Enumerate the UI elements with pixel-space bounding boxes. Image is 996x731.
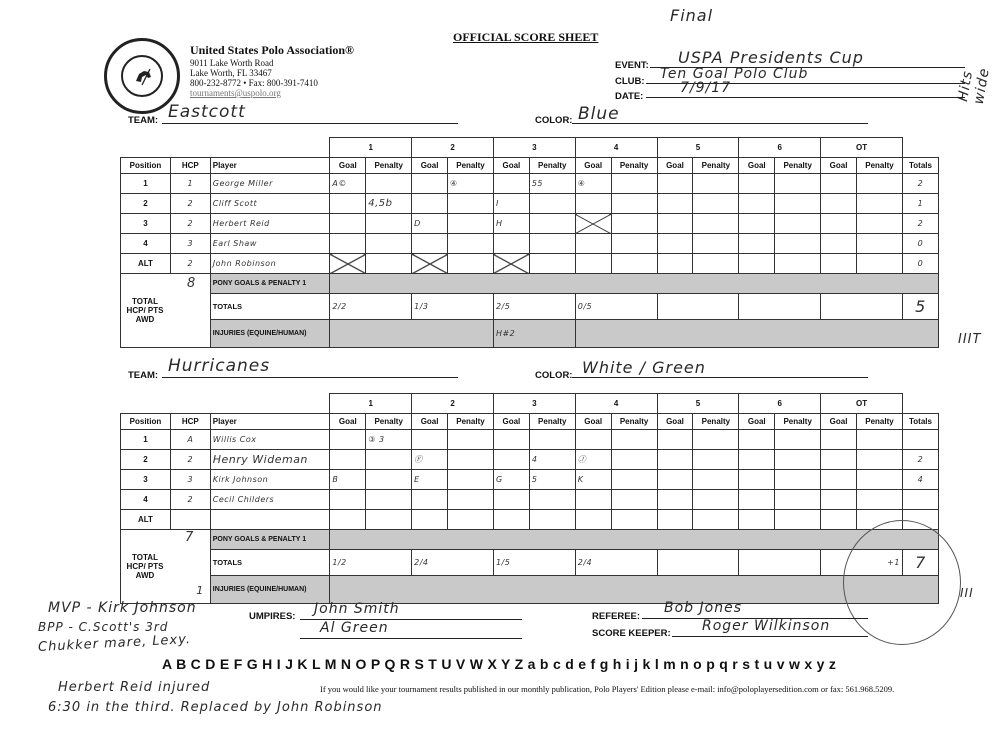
chukker-6-header: 6	[739, 394, 821, 414]
goal-header: Goal	[330, 414, 366, 430]
grand-total: 5	[902, 294, 938, 320]
table-row	[121, 254, 939, 274]
penalty-header: Penalty	[693, 414, 739, 430]
chukker-total: 1/5	[493, 550, 575, 576]
player-total	[902, 430, 938, 450]
club-label: CLUB:	[615, 76, 645, 87]
scorekeeper-value: Roger Wilkinson	[672, 618, 868, 637]
footer-text: If you would like your tournament results published in our monthly publication, Polo Players' Edition please e-mail: info@poloplayersedition.com or fax: 561.968.5209.	[320, 684, 895, 694]
score-mark: D	[412, 214, 448, 234]
umpire-2: Al Green	[300, 620, 522, 639]
date-value: 7/9/17	[646, 80, 965, 98]
player-name: Earl Shaw	[210, 234, 330, 254]
side-note: Hits wide	[955, 66, 993, 106]
player-total: 2	[902, 450, 938, 470]
position-header: Position	[121, 158, 171, 174]
player-name: John Robinson	[210, 254, 330, 274]
goal-header: Goal	[493, 158, 529, 174]
table-row	[121, 490, 939, 510]
player-total: 2	[902, 174, 938, 194]
org-address1: 9011 Lake Worth Road	[190, 58, 274, 68]
position-cell: 3	[121, 214, 171, 234]
score-mark: ③ 3	[366, 430, 412, 450]
hcp-header: HCP	[170, 158, 210, 174]
total-hcp-label	[121, 530, 211, 604]
chukker-total: 2/4	[575, 550, 657, 576]
goal-header: Goal	[575, 414, 611, 430]
cross-mark	[412, 254, 448, 274]
chukker-total: 1/3	[412, 294, 494, 320]
referee-label: REFEREE:	[592, 611, 641, 622]
grand-total: 7	[902, 550, 938, 576]
total-hcp-value: 7	[184, 530, 194, 545]
hcp-cell: 3	[170, 470, 210, 490]
totals-header: Totals	[902, 158, 938, 174]
hcp-cell: 3	[170, 234, 210, 254]
alphabet-strip: A B C D E F G H I J K L M N O P Q R S T U V W X Y Z a b c d e f g h i j k l m n o p q r s t u v w x y z	[162, 656, 837, 672]
chukker-5-header: 5	[657, 138, 739, 158]
hcp-cell: 2	[170, 490, 210, 510]
sheet-title: OFFICIAL SCORE SHEET	[453, 30, 599, 44]
player-name: Henry Wideman	[210, 450, 330, 470]
totals-row-label: TOTALS	[210, 294, 330, 320]
chukker-5-header: 5	[657, 394, 739, 414]
chukker-1-header: 1	[330, 138, 412, 158]
chukker-total: 2/4	[412, 550, 494, 576]
score-mark: 55	[529, 174, 575, 194]
bpp-note-line2: Chukker mare, Lexy.	[37, 632, 192, 655]
position-cell: 2	[121, 450, 171, 470]
org-address2: Lake Worth, FL 33467	[190, 68, 272, 78]
player-header: Player	[210, 414, 330, 430]
table-row	[121, 470, 939, 490]
chukker-ot-header: OT	[821, 394, 903, 414]
penalty-header: Penalty	[857, 158, 903, 174]
chukker-ot-header: OT	[821, 138, 903, 158]
penalty-header: Penalty	[857, 414, 903, 430]
total-hcp-value: 8	[186, 276, 196, 291]
chukker-total: 2/2	[330, 294, 412, 320]
position-cell: 1	[121, 174, 171, 194]
chukker-3-header: 3	[493, 138, 575, 158]
hcp-cell: 2	[170, 450, 210, 470]
goal-header: Goal	[575, 158, 611, 174]
chukker-3-header: 3	[493, 394, 575, 414]
goal-header: Goal	[739, 414, 775, 430]
score-mark: 4	[529, 450, 575, 470]
penalty-header: Penalty	[529, 414, 575, 430]
injury-note-line1: Herbert Reid injured	[58, 680, 211, 695]
cross-mark	[493, 254, 529, 274]
chukker-total: 2/5	[493, 294, 575, 320]
score-mark: B	[330, 470, 366, 490]
score-mark: E	[412, 470, 448, 490]
penalty-header: Penalty	[448, 158, 494, 174]
player-total: 1	[902, 194, 938, 214]
team1-label: TEAM:	[128, 115, 159, 126]
player-name: Kirk Johnson	[210, 470, 330, 490]
goal-header: Goal	[739, 158, 775, 174]
team1-score-table	[120, 137, 939, 348]
polo-horse-icon	[133, 65, 155, 87]
event-value: USPA Presidents Cup	[650, 48, 965, 68]
pts-awd-value: 1	[196, 584, 204, 597]
hcp-cell: 2	[170, 214, 210, 234]
player-total	[902, 490, 938, 510]
player-name: George Miller	[210, 174, 330, 194]
goal-header: Goal	[412, 414, 448, 430]
team1-name: Eastcott	[162, 102, 458, 124]
table-row	[121, 430, 939, 450]
penalty-header: Penalty	[448, 414, 494, 430]
goal-header: Goal	[657, 158, 693, 174]
penalty-header: Penalty	[693, 158, 739, 174]
chukker-4-header: 4	[575, 138, 657, 158]
player-name: Herbert Reid	[210, 214, 330, 234]
event-label: EVENT:	[615, 60, 649, 71]
total-hcp-label-text: TOTAL HCP/ PTS AWD	[126, 297, 164, 324]
tally-mark: IIIT	[958, 332, 982, 347]
cross-mark	[575, 214, 611, 234]
final-note: Final	[670, 6, 714, 25]
table-row	[121, 450, 939, 470]
player-name: Cecil Childers	[210, 490, 330, 510]
bpp-note-line1: BPP - C.Scott's 3rd	[38, 620, 169, 634]
score-mark: K	[575, 470, 611, 490]
table-row	[121, 510, 939, 530]
score-mark: I	[493, 194, 529, 214]
org-phone: 800-232-8772 • Fax: 800-391-7410	[190, 78, 318, 88]
org-email[interactable]: tournaments@uspolo.org	[190, 88, 281, 98]
tally-mark-2: III	[960, 586, 974, 600]
hcp-cell: 1	[170, 174, 210, 194]
chukker-2-header: 2	[412, 394, 494, 414]
table-row	[121, 214, 939, 234]
player-total: 0	[902, 254, 938, 274]
player-header: Player	[210, 158, 330, 174]
score-mark: ④	[448, 174, 494, 194]
ot-total: +1	[821, 550, 903, 576]
score-mark: 4,5b	[366, 194, 412, 214]
score-mark: H	[493, 214, 529, 234]
position-cell: ALT	[121, 510, 171, 530]
penalty-header: Penalty	[366, 414, 412, 430]
player-name: Cliff Scott	[210, 194, 330, 214]
position-cell: 3	[121, 470, 171, 490]
score-mark: G	[493, 470, 529, 490]
team1-color: Blue	[572, 104, 868, 124]
injury-note-line2: 6:30 in the third. Replaced by John Robinson	[48, 700, 383, 715]
hcp-cell: 2	[170, 194, 210, 214]
goal-header: Goal	[821, 414, 857, 430]
team2-color-label: COLOR:	[535, 370, 573, 381]
penalty-header: Penalty	[529, 158, 575, 174]
mvp-note: MVP - Kirk Johnson	[48, 600, 197, 616]
hcp-cell: 2	[170, 254, 210, 274]
chukker-1-header: 1	[330, 394, 412, 414]
score-mark: ④	[575, 174, 611, 194]
hcp-cell	[170, 510, 210, 530]
total-hcp-label-text: TOTAL HCP/ PTS AWD	[126, 553, 164, 580]
injuries-label: INJURIES (EQUINE/HUMAN)	[210, 320, 330, 348]
position-cell: 1	[121, 430, 171, 450]
total-hcp-label	[121, 274, 211, 348]
injury-mark: H#2	[493, 320, 575, 348]
goal-header: Goal	[412, 158, 448, 174]
goal-header: Goal	[821, 158, 857, 174]
goal-header: Goal	[493, 414, 529, 430]
score-mark: A©	[330, 174, 366, 194]
table-row	[121, 234, 939, 254]
totals-row-label: TOTALS	[210, 550, 330, 576]
score-mark: Ⓙ	[575, 450, 611, 470]
penalty-header: Penalty	[366, 158, 412, 174]
umpires-label: UMPIRES:	[249, 611, 296, 622]
table-row	[121, 174, 939, 194]
hcp-header: HCP	[170, 414, 210, 430]
position-cell: 4	[121, 234, 171, 254]
chukker-4-header: 4	[575, 394, 657, 414]
team2-label: TEAM:	[128, 370, 159, 381]
chukker-6-header: 6	[739, 138, 821, 158]
position-cell: 4	[121, 490, 171, 510]
team1-color-label: COLOR:	[535, 115, 573, 126]
position-header: Position	[121, 414, 171, 430]
chukker-2-header: 2	[412, 138, 494, 158]
org-name: United States Polo Association®	[190, 43, 354, 57]
totals-header: Totals	[902, 414, 938, 430]
score-mark: 5	[529, 470, 575, 490]
umpire-1: John Smith	[300, 601, 522, 620]
hcp-cell: A	[170, 430, 210, 450]
team2-score-table	[120, 393, 939, 604]
injuries-label: INJURIES (EQUINE/HUMAN)	[210, 576, 330, 604]
table-row	[121, 194, 939, 214]
date-label: DATE:	[615, 91, 644, 102]
team2-name: Hurricanes	[162, 356, 458, 378]
cross-mark	[330, 254, 366, 274]
club-value: Ten Goal Polo Club	[646, 66, 965, 84]
position-cell: 2	[121, 194, 171, 214]
pony-goals-label: PONY GOALS & PENALTY 1	[210, 530, 330, 550]
chukker-total: 0/5	[575, 294, 657, 320]
score-mark: Ⓕ	[412, 450, 448, 470]
team2-color: White / Green	[572, 358, 868, 378]
chukker-total: 1/2	[330, 550, 412, 576]
pony-goals-label: PONY GOALS & PENALTY 1	[210, 274, 330, 294]
player-total: 2	[902, 214, 938, 234]
player-name	[210, 510, 330, 530]
penalty-header: Penalty	[611, 414, 657, 430]
scorekeeper-label: SCORE KEEPER:	[592, 628, 671, 639]
penalty-header: Penalty	[775, 158, 821, 174]
penalty-header: Penalty	[775, 414, 821, 430]
player-name: Willis Cox	[210, 430, 330, 450]
penalty-header: Penalty	[611, 158, 657, 174]
player-total: 0	[902, 234, 938, 254]
player-total: 4	[902, 470, 938, 490]
goal-header: Goal	[657, 414, 693, 430]
goal-header: Goal	[330, 158, 366, 174]
position-cell: ALT	[121, 254, 171, 274]
referee-value: Bob Jones	[642, 600, 868, 619]
